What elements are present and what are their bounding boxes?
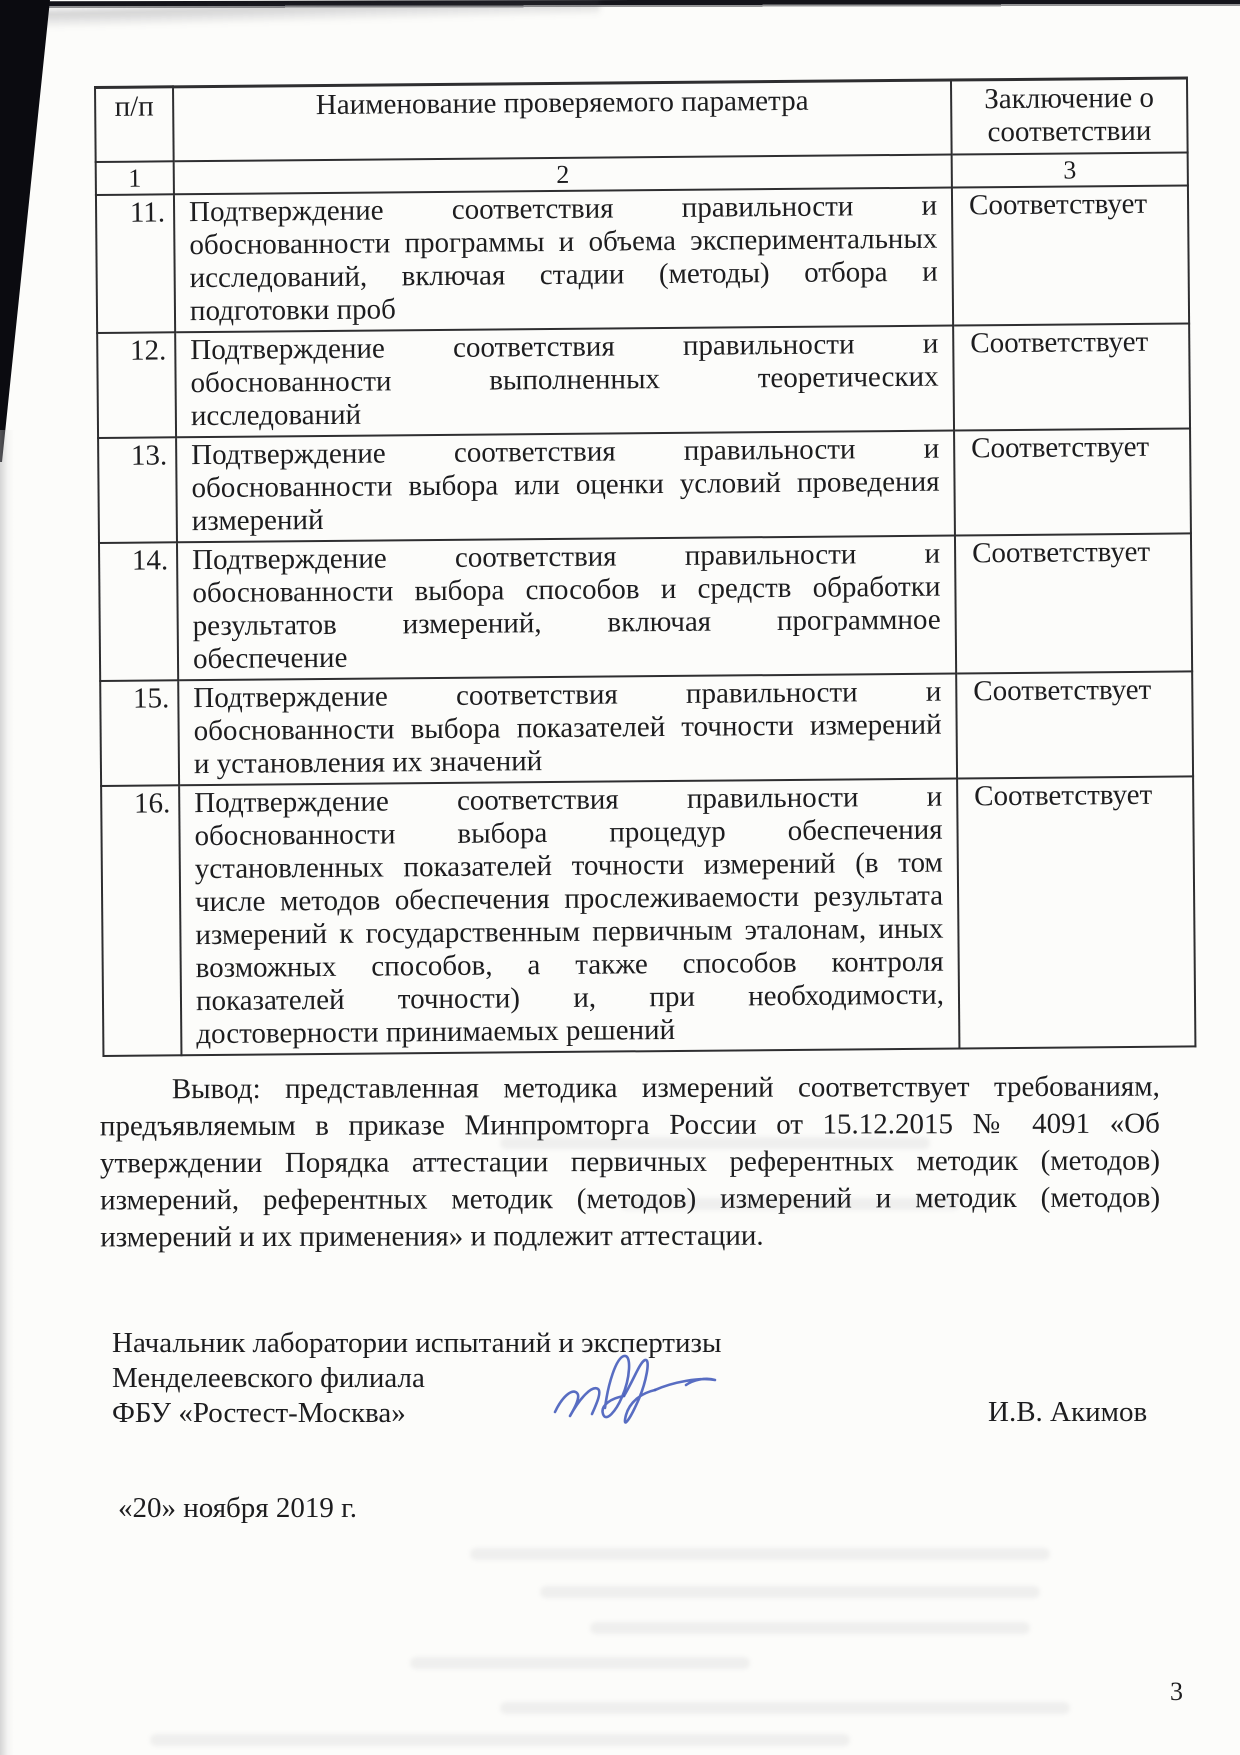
parameter-line: достоверности принимаемых решений <box>196 1013 676 1051</box>
parameter-line: Подтверждение соответствия правильности и <box>193 675 942 715</box>
header-cell-conclusion: Заключение о соответствии <box>951 78 1188 155</box>
bleedthrough-smudge <box>150 1734 850 1746</box>
conclusion-line: измерений и их применения» и подлежит аттестации. <box>100 1219 764 1254</box>
table-row <box>98 428 1191 543</box>
verdict-cell: Соответствует <box>954 428 1191 535</box>
bleedthrough-smudge <box>590 1622 1030 1634</box>
row-number-cell: 14. <box>99 542 178 681</box>
header-cell-parameter: Наименование проверяемого параметра <box>173 80 952 161</box>
parameter-line: исследований, включая стадии (методы) отбора и <box>189 255 938 295</box>
signer-name: И.В. Акимов <box>988 1396 1148 1428</box>
conclusion-line: утверждении Порядка аттестации первичных референтных методик (методов) <box>99 1144 1161 1180</box>
parameter-line: обоснованности выбора процедур обеспечения <box>194 813 943 853</box>
table-row <box>97 323 1190 438</box>
parameter-line: результатов измерений, включая программное <box>192 603 941 643</box>
verdict-cell: Соответствует <box>955 533 1192 673</box>
bleedthrough-smudge <box>470 1548 1050 1560</box>
parameter-line: обоснованности выбора показателей точности измерений <box>193 708 942 748</box>
row-number-cell: 16. <box>101 785 181 1056</box>
signer-title-line: Менделеевского филиала <box>112 1362 425 1394</box>
parameter-line: возможных способов, а также способов контроля <box>195 945 944 985</box>
row-number-cell: 13. <box>98 437 177 543</box>
conclusion-line: предъявляемым в приказе Минпромторга России от 15.12.2015 № 4091 «Об <box>99 1107 1160 1143</box>
parameter-line: подготовки проб <box>189 293 396 328</box>
verdict-cell: Соответствует <box>953 323 1190 430</box>
conclusion-paragraph <box>100 1069 1160 1257</box>
verdict-cell: Соответствует <box>952 185 1189 325</box>
bleedthrough-smudge <box>410 1657 750 1669</box>
table-row <box>101 776 1195 1056</box>
parameter-line: измерений <box>191 504 324 538</box>
row-number-cell: 11. <box>96 194 175 333</box>
table-row <box>99 533 1192 681</box>
conclusion-line: измерений, референтных методик (методов) измерений и методик (методов) <box>100 1181 1161 1217</box>
signer-title-line: ФБУ «Ростест-Москва» <box>112 1397 406 1429</box>
parameter-line: исследований <box>190 398 362 433</box>
parameter-line: измерений к государственным первичным эталонам, иных <box>195 912 944 952</box>
parameter-cell <box>179 778 959 1055</box>
parameter-line: показателей точности) и, при необходимости, <box>195 978 945 1018</box>
parameter-cell <box>174 188 953 333</box>
parameter-line: Подтверждение соответствия правильности и <box>194 780 943 820</box>
parameter-line: обеспечение <box>192 641 348 676</box>
parameter-cell <box>176 431 955 543</box>
verdict-cell: Соответствует <box>957 776 1195 1048</box>
conclusion-line: Вывод: представленная методика измерений соответствует требованиям, <box>171 1070 1160 1106</box>
parameter-line: числе методов обеспечения прослеживаемости результата <box>194 879 944 919</box>
parameters-table <box>94 76 1196 1057</box>
parameter-line: и установления их значений <box>193 745 543 781</box>
parameter-line: обоснованности программы и объема экспериментальных <box>189 222 938 262</box>
page-number: 3 <box>1170 1677 1183 1706</box>
scan-corner-artifact <box>0 0 70 480</box>
bleedthrough-smudge <box>500 1702 1070 1714</box>
index-cell-3: 3 <box>952 152 1188 187</box>
parameter-line: Подтверждение соответствия правильности и <box>190 327 939 367</box>
table-row <box>100 671 1193 786</box>
signer-title-line: Начальник лаборатории испытаний и экспертизы <box>112 1327 722 1359</box>
bleedthrough-smudge <box>540 1586 1040 1598</box>
parameter-line: обоснованности выполненных теоретических <box>190 360 939 400</box>
parameter-line: Подтверждение соответствия правильности и <box>192 537 941 577</box>
parameter-line: обоснованности выбора способов и средств обработки <box>192 570 941 610</box>
header-cell-num: п/п <box>95 87 174 162</box>
parameters-table-wrap <box>94 76 1194 1056</box>
parameter-cell <box>175 326 954 438</box>
table-header-row <box>95 78 1188 162</box>
row-number-cell: 12. <box>97 332 176 438</box>
verdict-cell: Соответствует <box>956 671 1193 778</box>
row-number-cell: 15. <box>100 680 179 786</box>
parameter-line: установленных показателей точности измерений (в том <box>194 846 943 886</box>
table-row <box>96 185 1189 333</box>
parameters-table-body <box>96 185 1195 1055</box>
index-cell-2: 2 <box>174 155 952 195</box>
parameter-cell <box>177 536 956 681</box>
document-date: «20» ноября 2019 г. <box>118 1492 358 1524</box>
scan-left-edge-shadow <box>0 430 14 1755</box>
handwritten-signature <box>545 1348 730 1448</box>
parameter-line: Подтверждение соответствия правильности и <box>188 189 938 229</box>
parameter-line: обоснованности выбора или оценки условий проведения <box>191 465 940 505</box>
parameter-line: Подтверждение соответствия правильности и <box>191 432 940 472</box>
parameter-cell <box>178 673 957 785</box>
index-cell-1: 1 <box>96 161 174 195</box>
